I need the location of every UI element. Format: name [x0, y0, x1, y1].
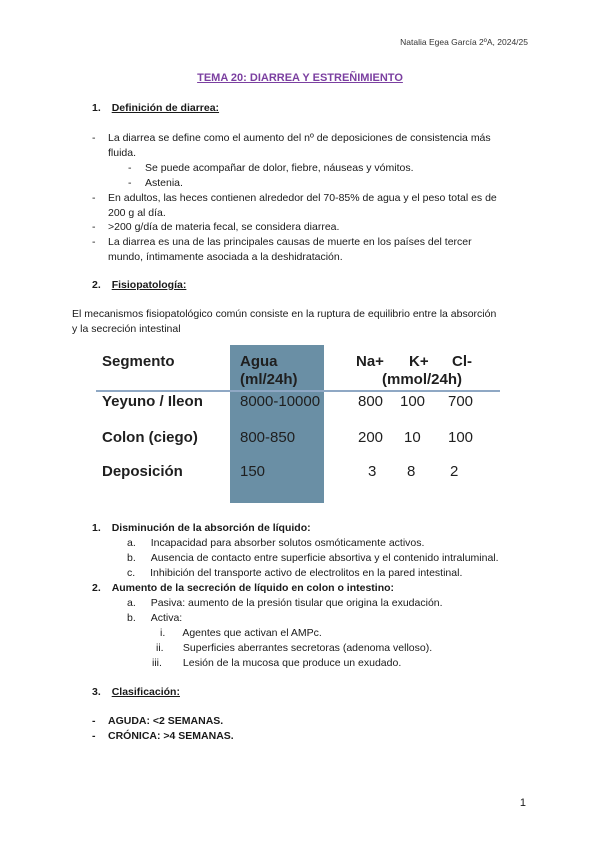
header-segmento: Segmento: [102, 353, 175, 370]
bullet-dash: -: [92, 132, 96, 144]
definition-sub-1: Se puede acompañar de dolor, fiebre, náuseas y vómitos.: [145, 162, 414, 174]
list-text: Activa:: [150, 612, 183, 624]
list-marker: c.: [127, 567, 136, 579]
section-1-heading: [92, 102, 219, 114]
bullet-dash: -: [128, 162, 132, 174]
list-text: Agentes que activan el AMPc.: [182, 627, 322, 639]
header-author: Natalia Egea García 2ºA, 2024/25: [400, 37, 528, 47]
list-item: [127, 551, 499, 566]
header-mmol-unit: (mmol/24h): [382, 371, 463, 388]
row-k: 8: [407, 463, 416, 480]
sublist-item: [152, 656, 401, 671]
section-title: Clasificación:: [111, 686, 180, 698]
list-text: Incapacidad para absorber solutos osmóticamente activos.: [150, 537, 425, 549]
row-cl: 700: [448, 393, 474, 410]
definition-bullet-3: >200 g/día de materia fecal, se considera diarrea.: [108, 221, 340, 233]
row-na: 3: [368, 463, 377, 480]
list-number: 1.: [92, 522, 101, 534]
list-item: [127, 536, 424, 551]
row-agua: 150: [240, 463, 266, 480]
mechanism-title: Aumento de la secreción de líquido en colon o intestino:: [111, 582, 395, 594]
mechanism-1: [92, 521, 311, 536]
row-segmento: Yeyuno / Ileon: [102, 393, 203, 410]
fisio-intro: [72, 307, 532, 337]
bullet-dash: -: [92, 221, 96, 233]
text-line: El mecanismos fisiopatológico común consiste en la ruptura de equilibrio entre la absorción: [72, 308, 497, 320]
list-number: 2.: [92, 582, 101, 594]
list-text: Pasiva: aumento de la presión tisular que origina la exudación.: [150, 597, 443, 609]
row-na: 200: [358, 429, 384, 446]
page-number: 1: [519, 797, 526, 809]
list-marker: i.: [160, 627, 166, 639]
list-marker: a.: [127, 537, 136, 549]
definition-bullet-2: [108, 191, 528, 221]
header-agua: [240, 353, 298, 389]
row-segmento: Deposición: [102, 463, 183, 480]
list-marker: ii.: [156, 642, 164, 654]
definition-sub-2: Astenia.: [145, 177, 183, 189]
sublist-item: [160, 626, 322, 641]
text-line: y la secreción intestinal: [72, 323, 181, 335]
header-k: K+: [409, 353, 429, 370]
list-marker: a.: [127, 597, 136, 609]
header-cl: Cl-: [452, 353, 472, 370]
header-rule: [96, 390, 500, 392]
section-number: 2.: [92, 279, 101, 291]
section-3-heading: [92, 686, 180, 698]
mechanism-2: [92, 581, 394, 596]
list-text: Inhibición del transporte activo de electrolitos en la pared intestinal.: [150, 567, 463, 579]
row-k: 100: [400, 393, 426, 410]
section-number: 3.: [92, 686, 101, 698]
text-line: La diarrea se define como el aumento del nº de deposiciones de consistencia más: [108, 132, 491, 144]
list-marker: iii.: [152, 657, 162, 669]
definition-bullet-1: [108, 131, 526, 161]
electrolyte-table: [96, 345, 500, 505]
text-line: fluida.: [108, 147, 137, 159]
section-title: Definición de diarrea:: [111, 102, 220, 114]
row-agua: 8000-10000: [240, 393, 321, 410]
section-number: 1.: [92, 102, 101, 114]
bullet-dash: -: [92, 192, 96, 204]
row-cl: 100: [448, 429, 474, 446]
row-na: 800: [358, 393, 384, 410]
bullet-dash: -: [128, 177, 132, 189]
list-text: Superficies aberrantes secretoras (adenoma velloso).: [182, 642, 433, 654]
section-title: Fisiopatología:: [111, 279, 187, 291]
list-item: [127, 611, 182, 626]
classification-cronica: CRÓNICA: >4 SEMANAS.: [108, 730, 234, 742]
section-2-heading: [92, 279, 186, 291]
list-item: [127, 566, 462, 581]
mechanism-title: Disminución de la absorción de líquido:: [111, 522, 311, 534]
header-agua-line: Agua: [240, 353, 278, 370]
page-title: TEMA 20: DIARREA Y ESTREÑIMIENTO: [197, 72, 403, 84]
header-na: Na+: [356, 353, 384, 370]
row-k: 10: [404, 429, 421, 446]
bullet-dash: -: [92, 730, 96, 742]
text-line: La diarrea es una de las principales causas de muerte en los países del tercer: [108, 236, 472, 248]
text-line: En adultos, las heces contienen alrededor del 70-85% de agua y el peso total es de: [108, 192, 497, 204]
bullet-dash: -: [92, 236, 96, 248]
list-marker: b.: [127, 552, 136, 564]
sublist-item: [156, 641, 432, 656]
list-text: Lesión de la mucosa que produce un exudado.: [182, 657, 402, 669]
definition-bullet-4: [108, 235, 528, 265]
list-marker: b.: [127, 612, 136, 624]
text-line: 200 g al día.: [108, 207, 166, 219]
list-item: [127, 596, 443, 611]
row-segmento: Colon (ciego): [102, 429, 198, 446]
row-cl: 2: [450, 463, 459, 480]
bullet-dash: -: [92, 715, 96, 727]
list-text: Ausencia de contacto entre superficie absortiva y el contenido intraluminal.: [150, 552, 499, 564]
row-agua: 800-850: [240, 429, 296, 446]
header-agua-unit: (ml/24h): [240, 371, 298, 388]
classification-aguda: AGUDA: <2 SEMANAS.: [108, 715, 224, 727]
text-line: mundo, íntimamente asociada a la deshidratación.: [108, 251, 343, 263]
